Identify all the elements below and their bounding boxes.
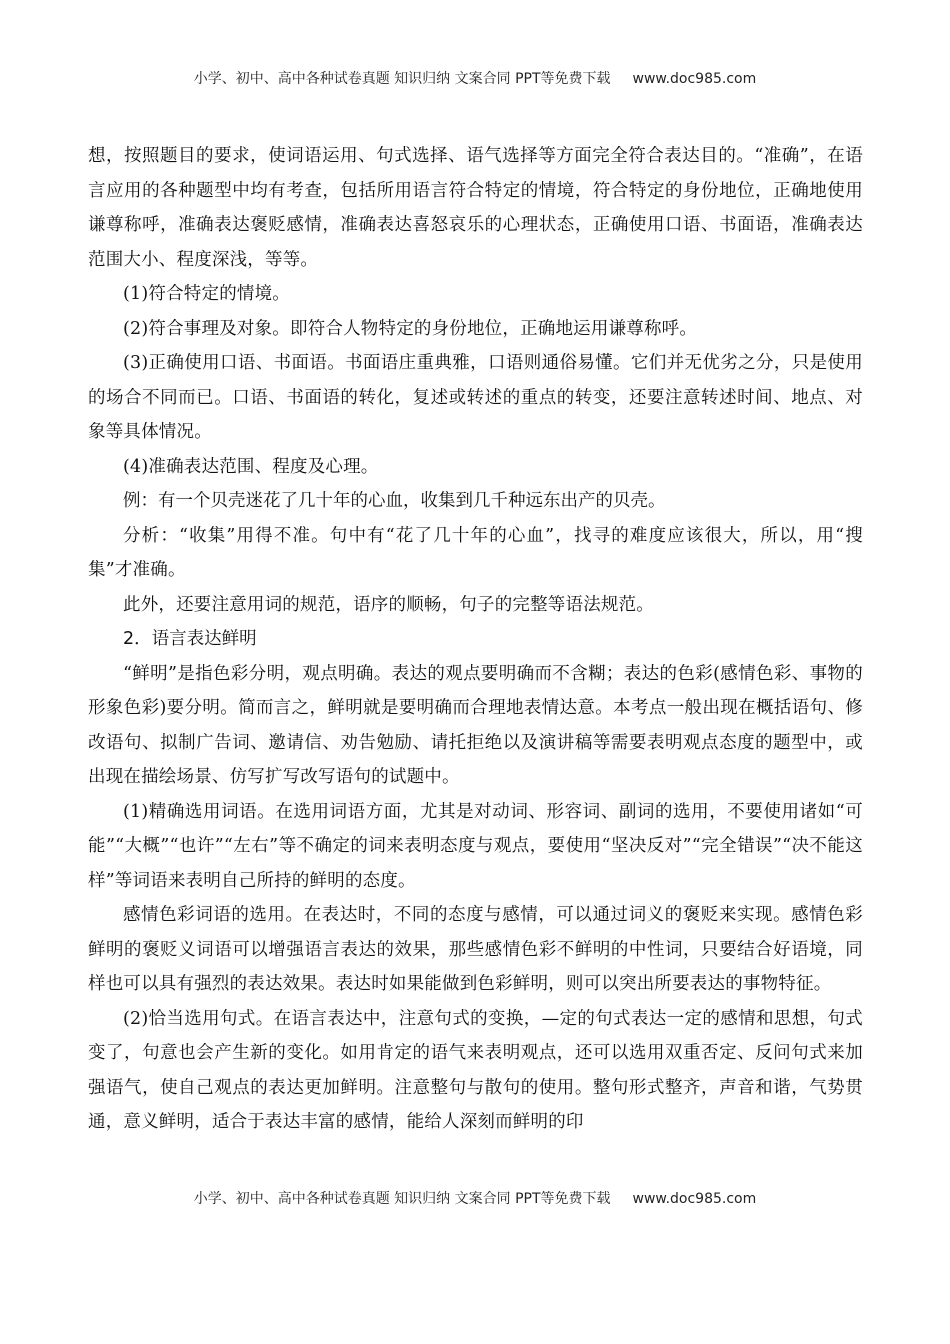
paragraph-6: 分析：“收集”用得不准。句中有“花了几十年的心血”，找寻的难度应该很大，所以，用“搜集”才准确。 <box>88 525 863 580</box>
footer-text: 小学、初中、高中各种试卷真题 知识归纳 文案合同 PPT等免费下载 <box>193 1191 611 1207</box>
paragraph-1: 想，按照题目的要求，使词语运用、句式选择、语气选择等方面完全符合表达目的。“准确”，在语言应用的各种题型中均有考查，包括所用语言符合特定的情境，符合特定的身份地位，正确地使用谦尊称呼，准确表达褒贬感情，准确表达喜怒哀乐的心理状态，正确使用口语、书面语，准确表达范围大小、程度深浅，等等。 <box>88 146 863 270</box>
paragraph-2: (1)符合特定的情境。 <box>123 284 290 304</box>
paragraph-5: (4)准确表达范围、程度及心理。 <box>123 456 379 477</box>
page-footer <box>0 1188 950 1208</box>
paragraph-10: 感情色彩词语的选用。在表达时，不同的态度与感情，可以通过词义的褒贬来实现。感情色彩鲜明的褒贬义词语可以增强语言表达的效果，那些感情色彩不鲜明的中性词，只要结合好语境，同样也可以具有强烈的表达效果。表达时如果能做到色彩鲜明，则可以突出所要表达的事物特征。 <box>88 905 863 994</box>
header-text: 小学、初中、高中各种试卷真题 知识归纳 文案合同 PPT等免费下载 <box>193 71 611 87</box>
paragraph-9: (1)精确选用词语。在选用词语方面，尤其是对动词、形容词、副词的选用，不要使用诸如“可能”“大概”“也许”“左右”等不确定的词来表明态度与观点，要使用“坚决反对”“完全错误”“决不能这样”等词语来表明自己所持的鲜明的态度。 <box>88 801 863 891</box>
example-label: 例： <box>123 491 158 511</box>
document-body <box>88 139 863 1140</box>
example-line <box>88 484 863 519</box>
paragraph-7: 此外，还要注意用词的规范，语序的顺畅，句子的完整等语法规范。 <box>123 594 654 615</box>
header-url[interactable]: www.doc985.com <box>632 71 757 87</box>
paragraph-8: “鲜明”是指色彩分明，观点明确。表达的观点要明确而不含糊；表达的色彩(感情色彩、事物的形象色彩)要分明。简而言之，鲜明就是要明确而合理地表情达意。本考点一般出现在概括语句、修改语句、拟制广告词、邀请信、劝告勉励、请托拒绝以及演讲稿等需要表明观点态度的题型中，或出现在描绘场景、仿写扩写改写语句的试题中。 <box>88 663 863 787</box>
page-header <box>0 68 950 88</box>
example-text: 有一个贝壳迷花了几十年的心血，收集到几千种远东出产的贝壳。 <box>158 491 666 511</box>
paragraph-4: (3)正确使用口语、书面语。书面语庄重典雅，口语则通俗易懂。它们并无优劣之分，只是使用的场合不同而已。口语、书面语的转化，复述或转述的重点的转变，还要注意转述时间、地点、对象等具体情况。 <box>88 353 863 442</box>
footer-url[interactable]: www.doc985.com <box>632 1191 757 1207</box>
section-heading: 2．语言表达鲜明 <box>123 629 257 649</box>
paragraph-11: (2)恰当选用句式。在语言表达中，注意句式的变换，—定的句式表达一定的感情和思想，句式变了，句意也会产生新的变化。如用肯定的语气来表明观点，还可以选用双重否定、反问句式来加强语气，使自己观点的表达更加鲜明。注意整句与散句的使用。整句形式整齐，声音和谐，气势贯通，意义鲜明，适合于表达丰富的感情，能给人深刻而鲜明的印 <box>88 1008 863 1132</box>
paragraph-3: (2)符合事理及对象。即符合人物特定的身份地位，正确地运用谦尊称呼。 <box>123 318 698 339</box>
